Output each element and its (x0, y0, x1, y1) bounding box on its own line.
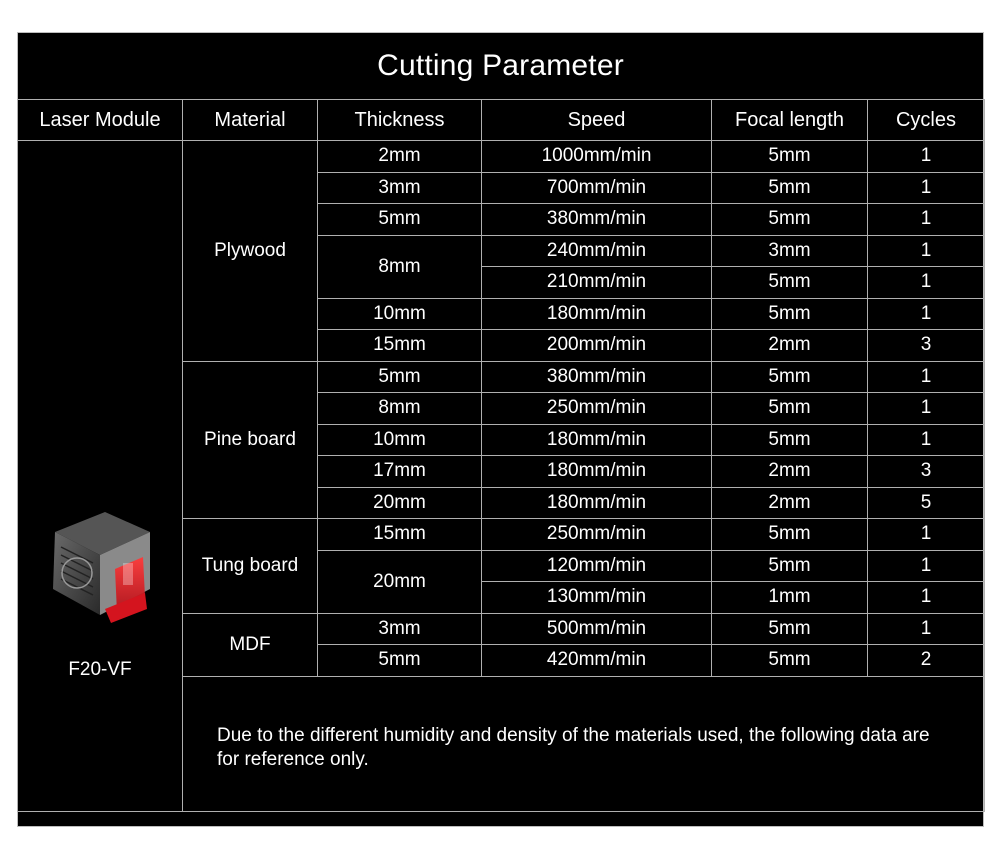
focal-cell: 5mm (712, 204, 868, 236)
focal-cell: 2mm (712, 330, 868, 362)
header-cycles: Cycles (868, 100, 985, 141)
thickness-cell: 5mm (318, 645, 482, 677)
table-row (18, 141, 985, 173)
thickness-cell: 10mm (318, 424, 482, 456)
thickness-cell: 3mm (318, 172, 482, 204)
thickness-cell: 8mm (318, 393, 482, 425)
material-mdf: MDF (183, 613, 318, 676)
cycles-cell: 1 (868, 204, 985, 236)
header-row (18, 100, 985, 141)
reference-note: Due to the different humidity and density of the materials used, the following data are for reference only. (217, 724, 930, 770)
speed-cell: 380mm/min (482, 361, 712, 393)
speed-cell: 180mm/min (482, 298, 712, 330)
cycles-cell: 1 (868, 267, 985, 299)
focal-cell: 2mm (712, 487, 868, 519)
page-title: Cutting Parameter (377, 49, 624, 82)
cycles-cell: 1 (868, 424, 985, 456)
speed-cell: 420mm/min (482, 645, 712, 677)
thickness-cell: 3mm (318, 613, 482, 645)
cycles-cell: 1 (868, 141, 985, 173)
thickness-cell: 2mm (318, 141, 482, 173)
speed-cell: 120mm/min (482, 550, 712, 582)
header-laser-module: Laser Module (18, 100, 183, 141)
focal-cell: 5mm (712, 298, 868, 330)
thickness-cell: 5mm (318, 361, 482, 393)
focal-cell: 5mm (712, 519, 868, 551)
cycles-cell: 1 (868, 519, 985, 551)
material-pine-board: Pine board (183, 361, 318, 519)
header-speed: Speed (482, 100, 712, 141)
focal-cell: 5mm (712, 613, 868, 645)
speed-cell: 250mm/min (482, 393, 712, 425)
focal-cell: 5mm (712, 645, 868, 677)
cycles-cell: 1 (868, 582, 985, 614)
thickness-cell: 20mm (318, 487, 482, 519)
header-focal-length: Focal length (712, 100, 868, 141)
note-cell (183, 676, 985, 811)
material-plywood: Plywood (183, 141, 318, 362)
cycles-cell: 1 (868, 613, 985, 645)
cycles-cell: 1 (868, 393, 985, 425)
speed-cell: 250mm/min (482, 519, 712, 551)
speed-cell: 380mm/min (482, 204, 712, 236)
speed-cell: 210mm/min (482, 267, 712, 299)
cycles-cell: 1 (868, 235, 985, 267)
speed-cell: 180mm/min (482, 456, 712, 488)
cycles-cell: 3 (868, 456, 985, 488)
laser-module-cell (18, 141, 183, 812)
speed-cell: 240mm/min (482, 235, 712, 267)
thickness-cell: 15mm (318, 519, 482, 551)
header-material: Material (183, 100, 318, 141)
focal-cell: 5mm (712, 172, 868, 204)
laser-module-name: F20-VF (68, 658, 132, 680)
speed-cell: 200mm/min (482, 330, 712, 362)
header-thickness: Thickness (318, 100, 482, 141)
speed-cell: 180mm/min (482, 424, 712, 456)
focal-cell: 3mm (712, 235, 868, 267)
thickness-cell: 17mm (318, 456, 482, 488)
cycles-cell: 3 (868, 330, 985, 362)
focal-cell: 5mm (712, 550, 868, 582)
focal-cell: 5mm (712, 393, 868, 425)
speed-cell: 1000mm/min (482, 141, 712, 173)
speed-cell: 130mm/min (482, 582, 712, 614)
speed-cell: 180mm/min (482, 487, 712, 519)
focal-cell: 5mm (712, 267, 868, 299)
focal-cell: 5mm (712, 424, 868, 456)
cycles-cell: 1 (868, 361, 985, 393)
focal-cell: 5mm (712, 141, 868, 173)
cycles-cell: 1 (868, 550, 985, 582)
laser-module-image (35, 497, 165, 627)
material-tung-board: Tung board (183, 519, 318, 614)
focal-cell: 1mm (712, 582, 868, 614)
thickness-cell: 8mm (318, 235, 482, 298)
cycles-cell: 5 (868, 487, 985, 519)
thickness-cell: 10mm (318, 298, 482, 330)
speed-cell: 700mm/min (482, 172, 712, 204)
thickness-cell: 20mm (318, 550, 482, 613)
focal-cell: 5mm (712, 361, 868, 393)
speed-cell: 500mm/min (482, 613, 712, 645)
focal-cell: 2mm (712, 456, 868, 488)
thickness-cell: 15mm (318, 330, 482, 362)
thickness-cell: 5mm (318, 204, 482, 236)
cutting-parameter-table (17, 99, 985, 812)
cycles-cell: 1 (868, 172, 985, 204)
cycles-cell: 2 (868, 645, 985, 677)
cycles-cell: 1 (868, 298, 985, 330)
